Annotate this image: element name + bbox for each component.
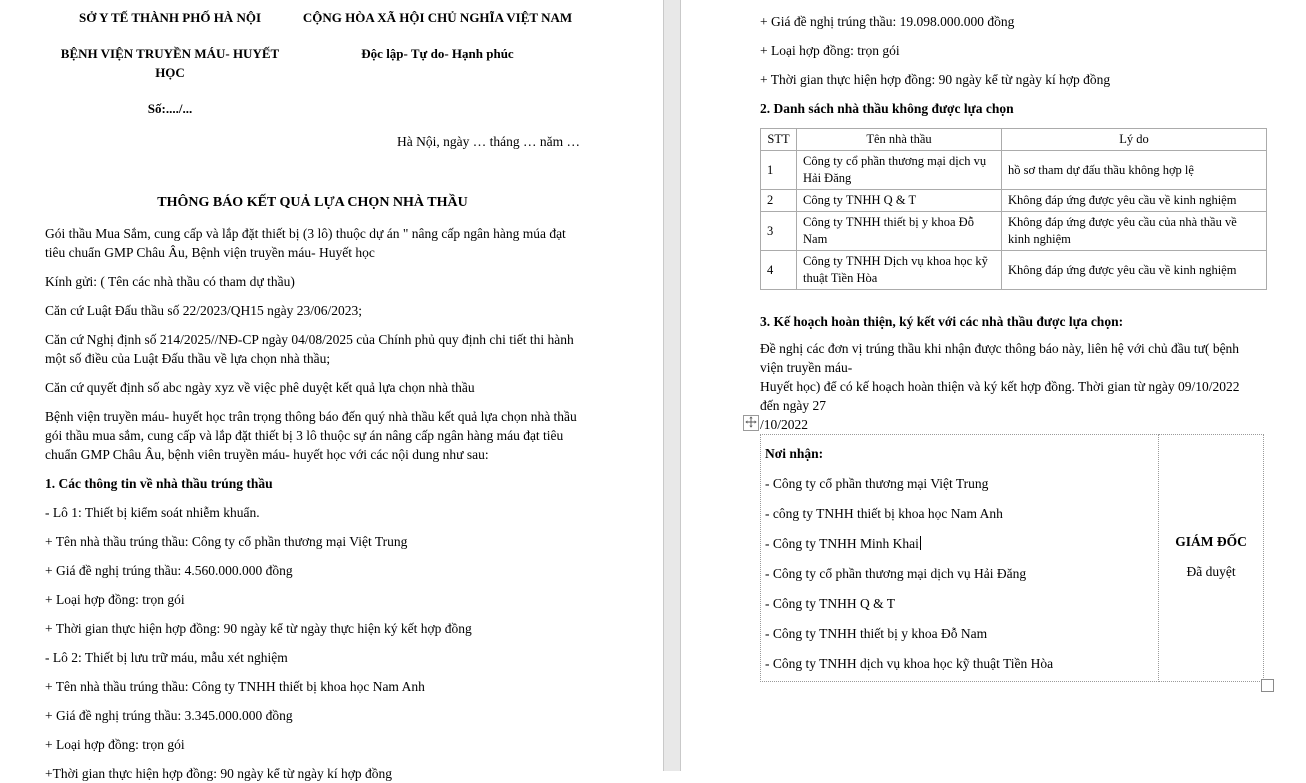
paragraph: Gói thầu Mua Sắm, cung cấp và lắp đặt thiết bị (3 lô) thuộc dự án " nâng cấp ngân hàng múa đạt tiêu chuẩn GMP Châu Âu, Bệnh viện truyền máu- Huyết học	[45, 226, 566, 260]
lot-line: - Lô 2: Thiết bị lưu trữ máu, mẫu xét nghiệm	[45, 650, 288, 665]
section-1-heading: 1. Các thông tin về nhà thầu trúng thầu	[45, 476, 273, 491]
org-name-line2: BỆNH VIỆN TRUYỀN MÁU- HUYẾT HỌC	[60, 46, 280, 80]
table-move-handle[interactable]	[743, 415, 759, 431]
document-number: Số:..../...	[147, 101, 193, 116]
recipients-table	[760, 434, 1264, 682]
cell-reason: hồ sơ tham dự đấu thầu không hợp lệ	[1002, 151, 1267, 190]
recipient-item: - Công ty TNHH Minh Khai	[765, 536, 919, 551]
cell-stt: 2	[761, 190, 797, 212]
col-header-ly-do: Lý do	[1002, 129, 1267, 151]
paragraph: Căn cứ quyết định số abc ngày xyz về việc phê duyệt kết quả lựa chọn nhà thầu	[45, 380, 475, 395]
signature-title: GIÁM ĐỐC	[1175, 534, 1247, 549]
section-3-text-line	[760, 415, 1250, 434]
paragraph: Căn cứ Luật Đấu thầu số 22/2023/QH15 ngày 23/06/2023;	[45, 303, 363, 318]
recipients-table-wrap	[760, 434, 1264, 682]
lot-line: - Lô 1: Thiết bị kiểm soát nhiễm khuẩn.	[45, 505, 260, 520]
lot-line: +Thời gian thực hiện hợp đồng: 90 ngày kể từ ngày kí hợp đồng	[45, 766, 392, 781]
paragraph: Căn cứ Nghị định số 214/2025//NĐ-CP ngày 04/08/2025 của Chính phủ quy định chi tiết thi hành một số điều của Luật Đấu thầu về lựa chọn nhà thầu;	[45, 332, 574, 366]
org-name-line1: SỞ Y TẾ THÀNH PHỐ HÀ NỘI	[78, 10, 262, 25]
lot-line: + Loại hợp đồng: trọn gói	[45, 592, 185, 607]
rejected-bidders-table	[760, 128, 1267, 290]
paragraph: Kính gửi: ( Tên các nhà thầu có tham dự thầu)	[45, 274, 295, 289]
cell-stt: 1	[761, 151, 797, 190]
page-gutter	[663, 0, 681, 771]
document-header	[45, 8, 580, 118]
table-row	[761, 190, 1267, 212]
table-row	[761, 251, 1267, 290]
field-line: + Loại hợp đồng: trọn gói	[760, 43, 900, 58]
lot-line: + Loại hợp đồng: trọn gói	[45, 737, 185, 752]
cell-reason: Không đáp ứng được yêu cầu về kinh nghiệm	[1002, 190, 1267, 212]
lot-line: + Tên nhà thầu trúng thầu: Công ty cổ phần thương mại Việt Trung	[45, 534, 408, 549]
national-motto: Độc lập- Tự do- Hạnh phúc	[361, 46, 514, 61]
lot-line: + Giá đề nghị trúng thầu: 4.560.000.000 đồng	[45, 563, 293, 578]
recipients-cell	[761, 435, 1159, 682]
lot-line: + Giá đề nghị trúng thầu: 3.345.000.000 đồng	[45, 708, 293, 723]
cell-reason: Không đáp ứng được yêu cầu về kinh nghiệm	[1002, 251, 1267, 290]
cell-name: Công ty TNHH thiết bị y khoa Đỗ Nam	[797, 212, 1002, 251]
signature-status: Đã duyệt	[1186, 564, 1236, 579]
cell-reason: Không đáp ứng được yêu cầu của nhà thầu về kinh nghiệm	[1002, 212, 1267, 251]
col-header-stt: STT	[761, 129, 797, 151]
cell-stt: 3	[761, 212, 797, 251]
document-title: THÔNG BÁO KẾT QUẢ LỰA CHỌN NHÀ THẦU	[157, 195, 468, 210]
lot-line: + Tên nhà thầu trúng thầu: Công ty TNHH thiết bị khoa học Nam Anh	[45, 679, 425, 694]
recipient-item: - Công ty TNHH dịch vụ khoa học kỹ thuật Tiền Hòa	[765, 656, 1054, 671]
recipient-item: - Công ty cổ phần thương mại dịch vụ Hải Đăng	[765, 566, 1027, 581]
issuing-org-block	[45, 8, 295, 118]
cell-name: Công ty TNHH Dịch vụ khoa học kỹ thuật Tiền Hòa	[797, 251, 1002, 290]
four-way-arrow-icon	[745, 414, 757, 433]
recipients-heading: Nơi nhận:	[765, 446, 824, 461]
section-3-heading: 3. Kế hoạch hoàn thiện, ký kết với các nhà thầu được lựa chọn:	[760, 314, 1124, 329]
recipient-item: - Công ty cổ phần thương mại Việt Trung	[765, 476, 989, 491]
cell-name: Công ty cổ phần thương mại dịch vụ Hải Đăng	[797, 151, 1002, 190]
lot-line: + Thời gian thực hiện hợp đồng: 90 ngày kể từ ngày thực hiện ký kết hợp đồng	[45, 621, 472, 636]
table-resize-handle[interactable]	[1261, 679, 1274, 692]
paragraph: Bệnh viện truyền máu- huyết học trân trọng thông báo đến quý nhà thầu kết quả lựa chọn nhà thầu gói thầu mua sắm, cung cấp và lắp đặt thiết bị 3 lô thuộc sự án nâng cấp ngân hàng máu đạt tiêu chuẩn GMP Châu Âu, bệnh viên truyền máu- huyết học với các nội dung như sau:	[45, 409, 577, 462]
recipient-item: - Công ty TNHH Q & T	[765, 596, 896, 611]
field-line: + Thời gian thực hiện hợp đồng: 90 ngày kể từ ngày kí hợp đồng	[760, 72, 1111, 87]
text-cursor	[920, 536, 921, 550]
section-3-text-line: Huyết học) để có kế hoạch hoàn thiện và ký kết hợp đồng. Thời gian từ ngày 09/10/2022 đến ngày 27	[760, 379, 1240, 413]
table-row	[761, 212, 1267, 251]
section-3-text-line: Đề nghị các đơn vị trúng thầu khi nhận được thông báo này, liên hệ với chủ đầu tư( bệnh viện truyền máu-	[760, 341, 1240, 375]
page-2	[681, 0, 1306, 771]
section-2-heading: 2. Danh sách nhà thầu không được lựa chọn	[760, 101, 1014, 116]
date-line: Hà Nội, ngày … tháng … năm …	[397, 134, 580, 149]
table-row	[761, 151, 1267, 190]
signature-cell	[1159, 435, 1264, 682]
section-3-text-overflow: /10/2022	[760, 417, 809, 432]
field-line: + Giá đề nghị trúng thầu: 19.098.000.000 đồng	[760, 14, 1015, 29]
cell-stt: 4	[761, 251, 797, 290]
national-motto-block	[295, 8, 580, 118]
recipient-item: - công ty TNHH thiết bị khoa học Nam Anh	[765, 506, 1003, 521]
table-header-row	[761, 129, 1267, 151]
col-header-ten-nha-thau: Tên nhà thầu	[797, 129, 1002, 151]
recipient-item: - Công ty TNHH thiết bị y khoa Đỗ Nam	[765, 626, 988, 641]
national-title: CỘNG HÒA XÃ HỘI CHỦ NGHĨA VIỆT NAM	[302, 10, 573, 25]
cell-name: Công ty TNHH Q & T	[797, 190, 1002, 212]
